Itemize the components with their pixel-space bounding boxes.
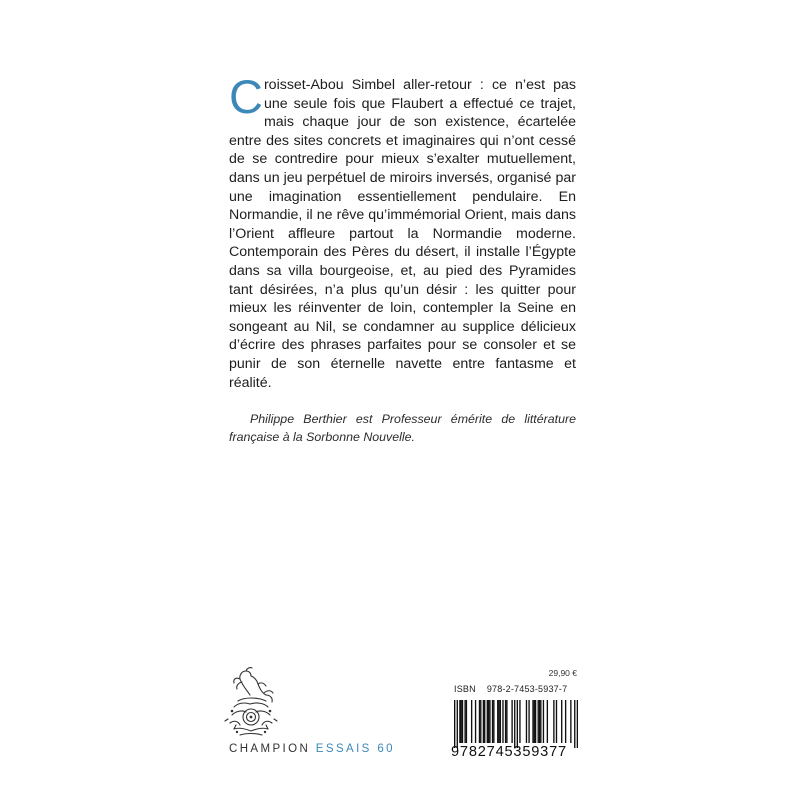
barcode-bar xyxy=(517,700,518,748)
barcode-bar xyxy=(454,700,455,748)
barcode-bar xyxy=(475,700,476,743)
barcode-bar xyxy=(479,700,480,743)
barcode-bar xyxy=(528,700,529,743)
ean-digits: 9782745359377 xyxy=(451,744,567,760)
barcode-bar xyxy=(519,700,520,743)
barcode-bar xyxy=(498,700,499,743)
collection-name: ESSAIS xyxy=(315,743,372,755)
barcode-bar xyxy=(464,700,465,743)
author-note-text: Philippe Berthier est Professeur émérite de littérature française à la Sorbonne Nouvelle. xyxy=(229,412,576,444)
barcode-bar xyxy=(462,700,463,743)
series-label xyxy=(229,743,395,755)
barcode-bar xyxy=(505,700,506,743)
barcode-bar xyxy=(577,700,578,748)
barcode-bar xyxy=(487,700,488,743)
barcode-bar xyxy=(547,700,548,743)
barcode-bar xyxy=(553,700,554,743)
barcode-bar xyxy=(484,700,485,743)
barcode-bar xyxy=(459,700,460,743)
barcode-bar xyxy=(471,700,472,743)
isbn-line xyxy=(454,684,567,694)
horse-emblem-icon xyxy=(220,665,282,740)
barcode-bar xyxy=(565,700,566,743)
barcode-bar xyxy=(461,700,462,743)
barcode-bar xyxy=(457,700,458,748)
barcode-bar xyxy=(539,700,540,743)
barcode-bar xyxy=(543,700,544,743)
collection-number: 60 xyxy=(377,743,395,755)
barcode-bar xyxy=(500,700,501,743)
barcode-bar xyxy=(483,700,484,743)
barcode-bar xyxy=(506,700,507,743)
barcode-bar xyxy=(489,700,490,743)
blurb-body: roisset-Abou Simbel aller-retour : ce n’est pas une seule fois que Flaubert a effectué ce trajet, mais chaque jour de son existence, écartelée entre des sites concrets et imaginaires qui n’ont cessé de se contredire pour mieux s’exalter mutuellement, dans un jeu perpétuel de miroirs inversés, organisé par une imagination essentiellement pendulaire. En Normandie, il ne rêve qu’immémorial Orient, mais dans l’Orient affleure partout la Normandie moderne. Contemporain des Pères du désert, il installe l’Égypte dans sa villa bourgeoise, et, au pied des Pyramides tant désirées, n’a plus qu’un désir : les quitter pour mieux les réinventer de loin, contempler la Seine en songeant au Nil, se condamner au supplice délicieux d’écrire des phrases parfaites pour se consoler et se punir de son éternelle navette entre fantasme et réalité. xyxy=(229,77,576,391)
blurb-paragraph xyxy=(229,70,576,392)
drop-cap: C xyxy=(229,70,263,123)
barcode-bar xyxy=(540,700,541,743)
price-label: 29,90 € xyxy=(548,668,577,678)
barcode-bar xyxy=(561,700,562,743)
barcode-bar xyxy=(535,700,536,743)
author-note xyxy=(229,410,576,446)
barcode-bar xyxy=(538,700,539,743)
barcode-bar xyxy=(526,700,527,743)
barcode-bar xyxy=(488,700,489,743)
barcode-bar xyxy=(502,700,503,743)
barcode-bar xyxy=(532,700,533,743)
barcode-bar xyxy=(466,700,467,743)
publisher-name: CHAMPION xyxy=(229,743,311,755)
barcode-bar xyxy=(511,700,512,743)
barcode-bar xyxy=(556,700,557,743)
barcode-bar xyxy=(493,700,494,743)
barcode-bar xyxy=(480,700,481,743)
isbn-label: ISBN xyxy=(454,684,476,694)
barcode-bar xyxy=(570,700,571,743)
barcode-bar xyxy=(497,700,498,743)
barcode-bar xyxy=(534,700,535,743)
barcode xyxy=(454,700,578,748)
isbn-number: 978-2-7453-5937-7 xyxy=(486,684,568,694)
barcode-bar xyxy=(492,700,493,743)
blurb-text xyxy=(229,70,576,392)
barcode-bar xyxy=(574,700,575,748)
barcode-bar xyxy=(514,700,515,748)
